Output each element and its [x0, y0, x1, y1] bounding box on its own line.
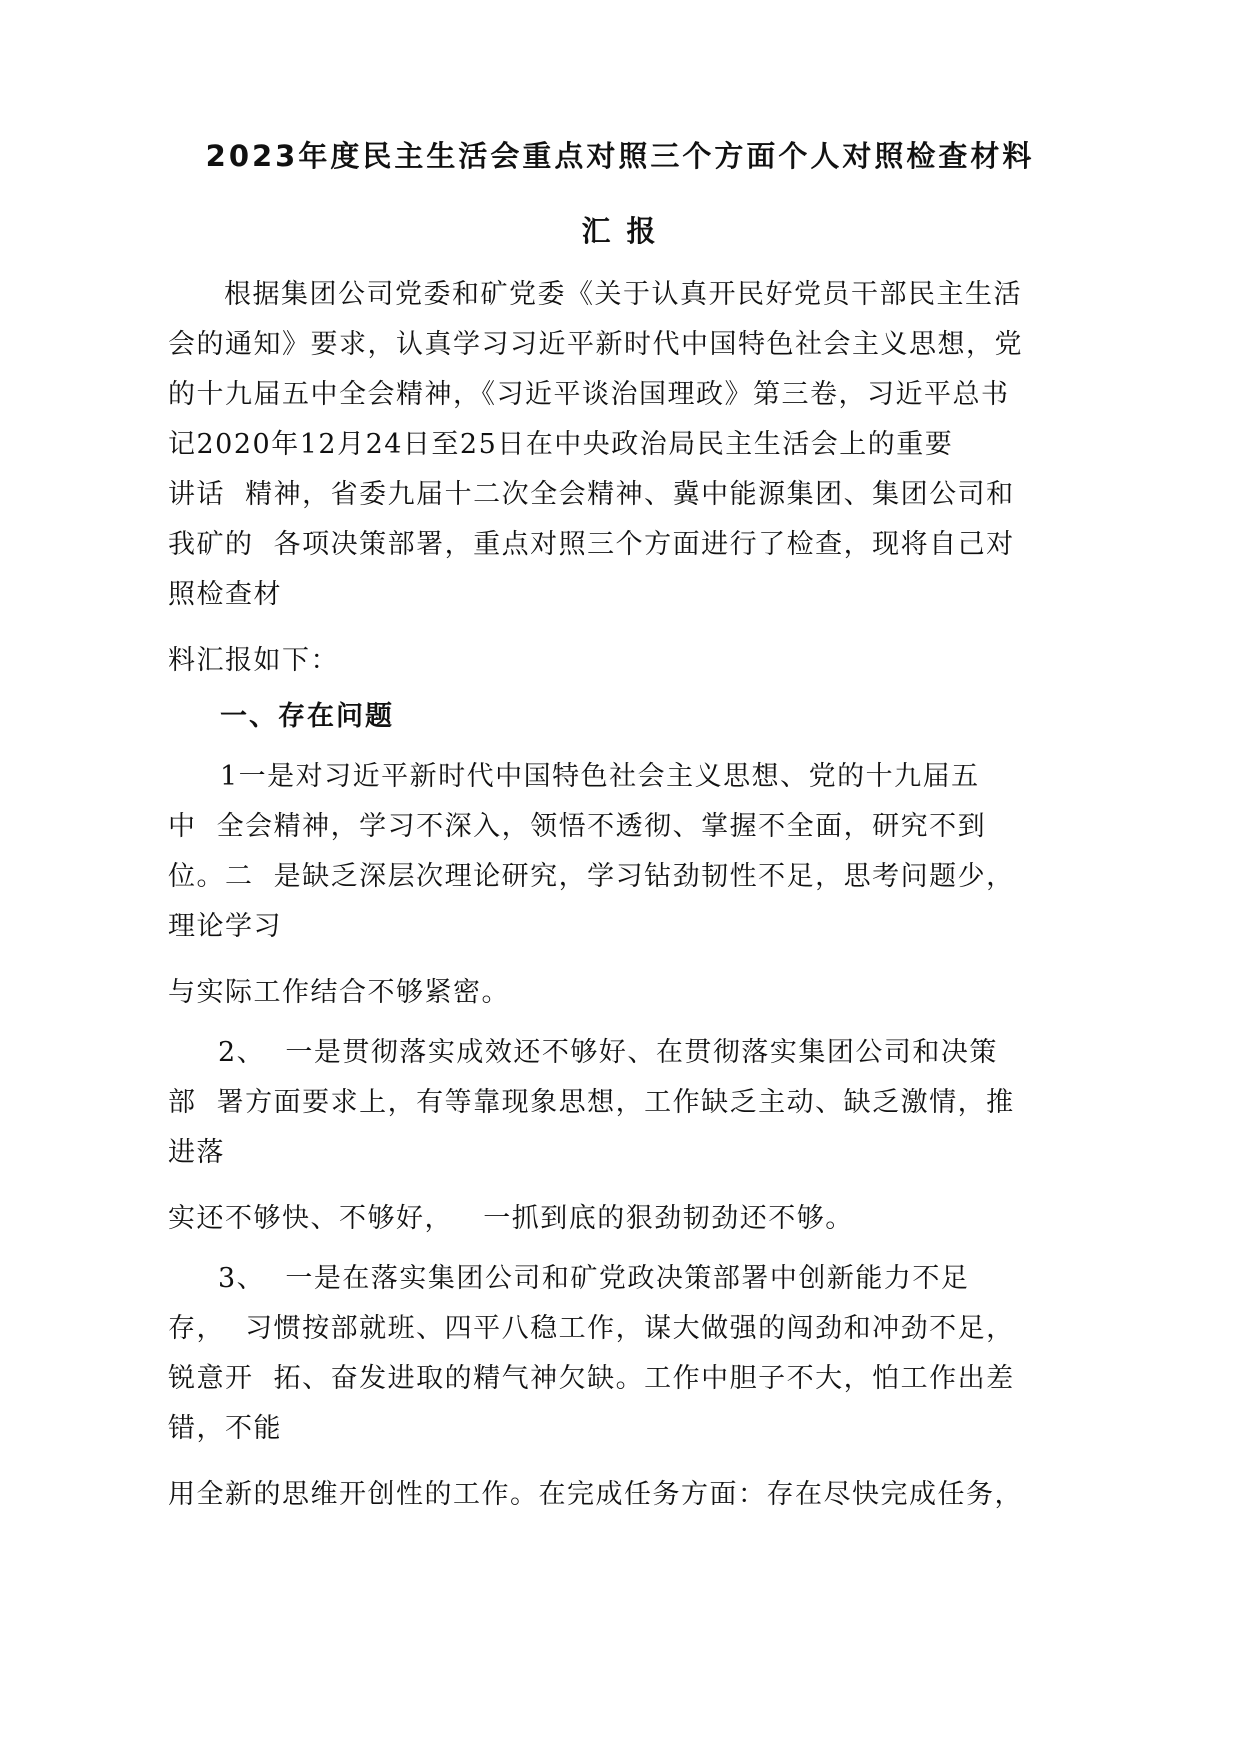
item3-line: 用全新的思维开创性的工作。在完成任务方面：存在尽快完成任务， — [168, 1479, 1023, 1510]
intro-line: 照检查材 — [168, 579, 282, 610]
intro-line: 根据集团公司党委和矿党委《关于认真开民好党员干部民主生活 — [224, 279, 1022, 310]
item1-line: 1一是对习近平新时代中国特色社会主义思想、党的十九届五 — [220, 761, 980, 792]
document-title: 2023年度民主生活会重点对照三个方面个人对照检查材料 — [205, 139, 1035, 173]
item2-line: 实还不够快、不够好， 一抓到底的狠劲韧劲还不够。 — [168, 1203, 854, 1234]
item3-line: 错，不能 — [168, 1413, 282, 1444]
section-heading: 一、存在问题 — [220, 701, 394, 732]
item2-line: 部 署方面要求上，有等靠现象思想，工作缺乏主动、缺乏激情，推 — [168, 1087, 1015, 1118]
intro-line: 记2020年12月24日至25日在中央政治局民主生活会上的重要 — [168, 429, 954, 460]
item1-line: 理论学习 — [168, 911, 282, 942]
intro-line: 我矿的 各项决策部署，重点对照三个方面进行了检查，现将自己对 — [168, 529, 1015, 560]
item2-line: 进落 — [168, 1137, 225, 1168]
intro-line: 料汇报如下： — [168, 645, 339, 676]
intro-line: 讲话 精神，省委九届十二次全会精神、冀中能源集团、集团公司和 — [168, 479, 1015, 510]
item3-line: 存， 习惯按部就班、四平八稳工作，谋大做强的闯劲和冲劲不足， — [168, 1313, 1015, 1344]
item3-line: 锐意开 拓、奋发进取的精气神欠缺。工作中胆子不大，怕工作出差 — [168, 1363, 1015, 1394]
intro-line: 会的通知》要求，认真学习习近平新时代中国特色社会主义思想，党 — [168, 329, 1023, 360]
item1-line: 与实际工作结合不够紧密。 — [168, 977, 510, 1008]
item1-line: 中 全会精神，学习不深入，领悟不透彻、掌握不全面，研究不到 — [168, 811, 987, 842]
intro-line: 的十九届五中全会精神，《习近平谈治国理政》第三卷，习近平总书 — [168, 379, 1010, 410]
item3-line: 3、 一是在落实集团公司和矿党政决策部署中创新能力不足 — [218, 1263, 970, 1294]
document-subtitle: 汇 报 — [581, 214, 659, 248]
item2-line: 2、 一是贯彻落实成效还不够好、在贯彻落实集团公司和决策 — [218, 1037, 998, 1068]
item1-line: 位。二 是缺乏深层次理论研究，学习钻劲韧性不足，思考问题少， — [168, 861, 1015, 892]
